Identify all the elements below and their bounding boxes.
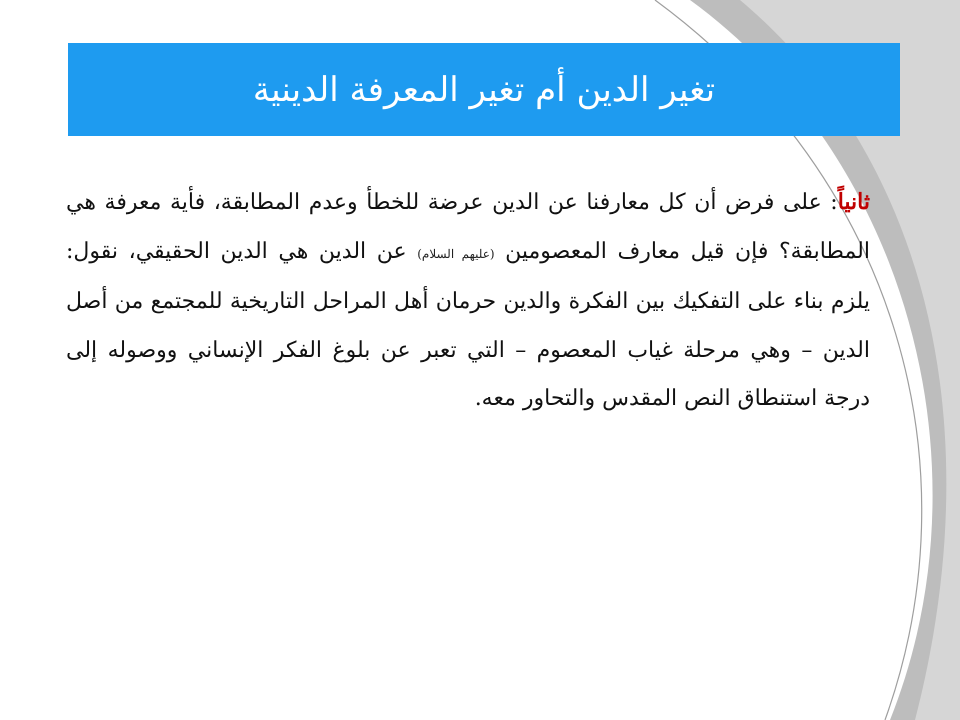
title-bar — [68, 43, 900, 136]
honorific-note: (عليهم السلام) — [417, 246, 495, 261]
lead-punctuation: : — [821, 190, 838, 215]
lead-word: ثانياً — [837, 189, 871, 215]
paragraph-text-part2: عن الدين هي الدين الحقيقي، نقول: يلزم بناء على التفكيك بين الفكرة والدين حرمان أهل المراحل التاريخية للمجتمع من أصل الدين – وهي مرحلة غياب المعصوم – التي تعبر عن بلوغ الفكر الإنساني ووصوله إلى درجة استنطاق النص المقدس والتحاور معه. — [66, 238, 870, 412]
body-paragraph — [66, 178, 870, 424]
paragraph-text-part1: على فرض أن كل معارفنا عن الدين عرضة للخطأ وعدم المطابقة، فأية معرفة هي المطابقة؟ فإن قيل معارف المعصومين — [66, 190, 870, 264]
slide-title: تغير الدين أم تغير المعرفة الدينية — [252, 69, 716, 110]
